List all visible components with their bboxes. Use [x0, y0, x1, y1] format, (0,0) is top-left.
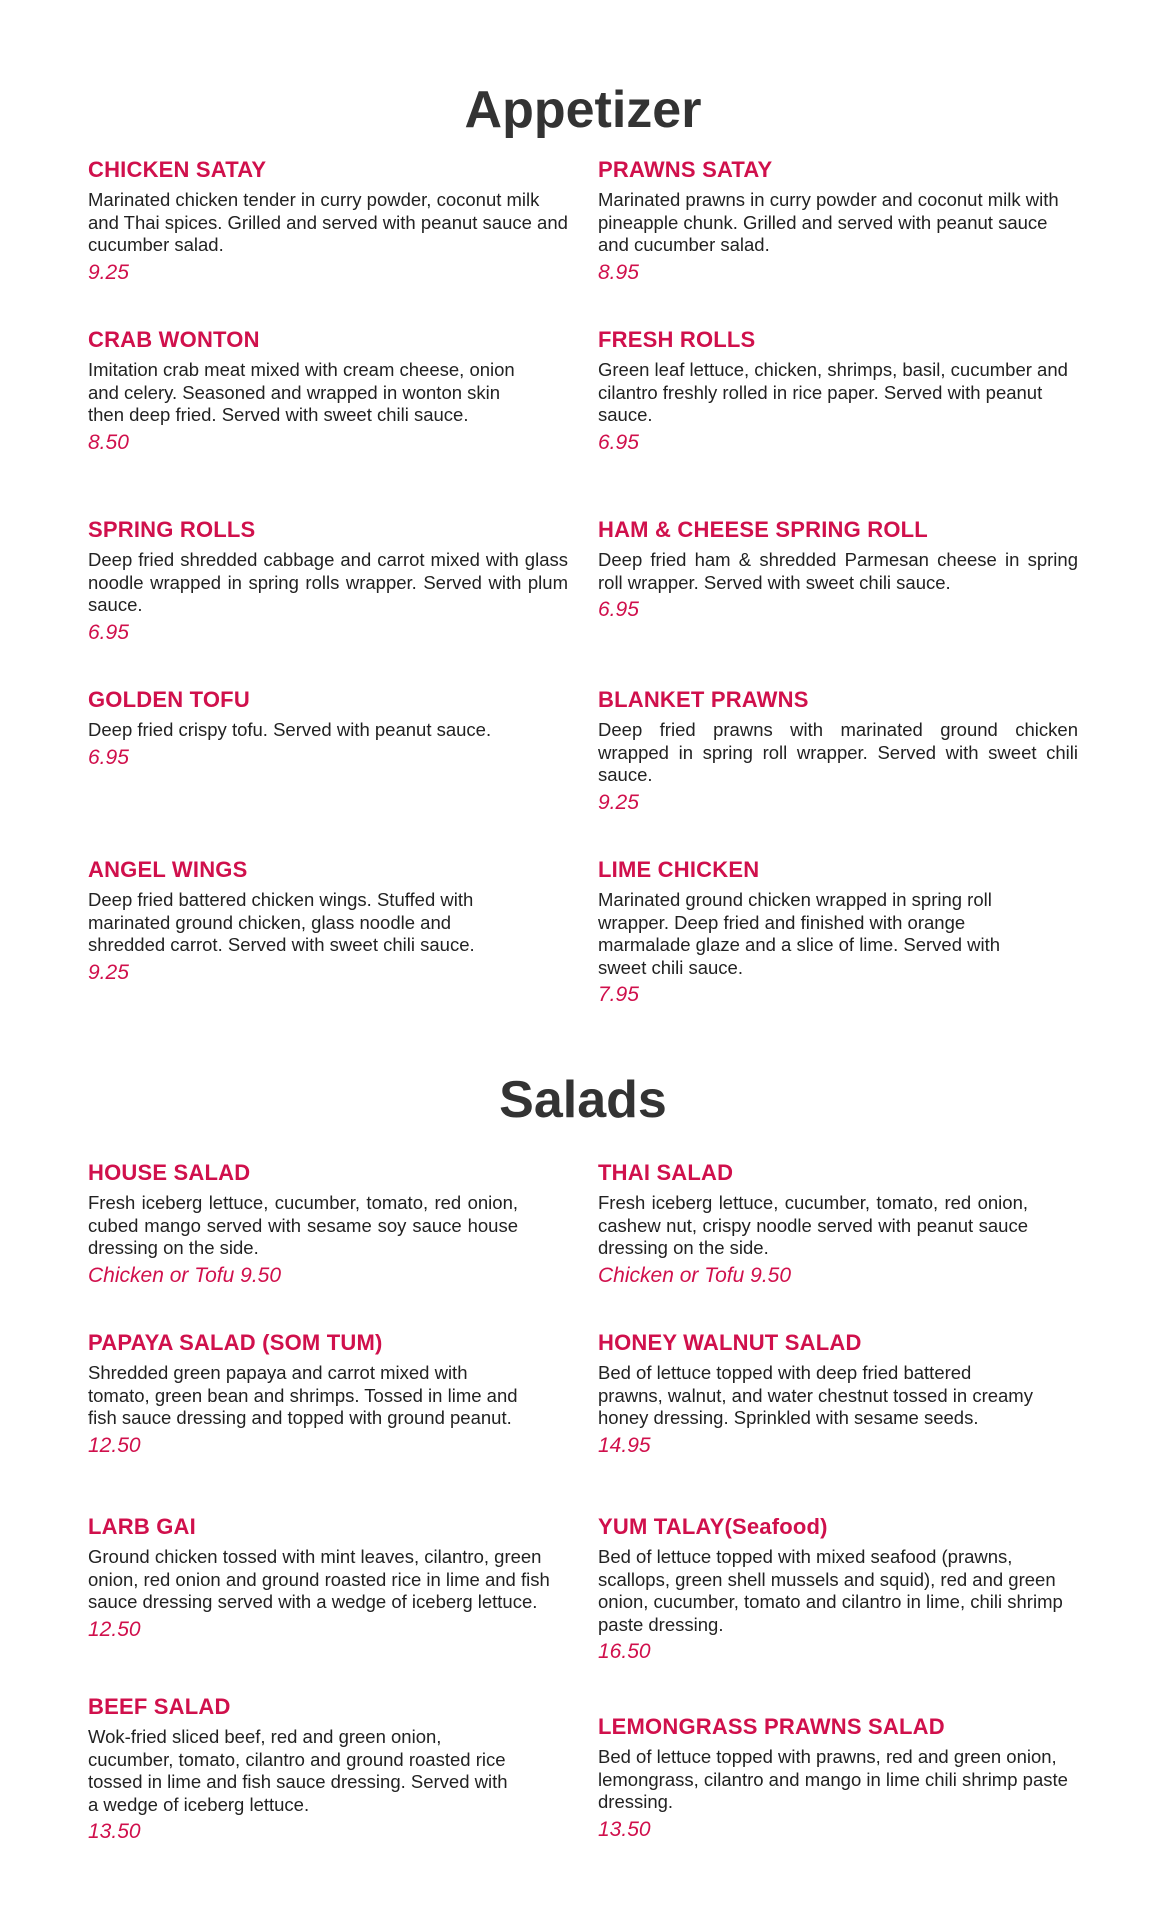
item-price: 9.25: [88, 960, 129, 984]
item-price: 14.95: [598, 1433, 651, 1457]
item-price: 6.95: [598, 598, 639, 621]
menu-item: [598, 1160, 1028, 1289]
item-description: Bed of lettuce topped with mixed seafood (prawns, scallops, green shell mussels and squid), red and green onion, cucumber, tomato and cilantro in lime, chili shrimp paste dressing.: [598, 1546, 1063, 1635]
item-price: 12.50: [88, 1433, 141, 1457]
item-price: 8.95: [598, 260, 639, 284]
item-description: Marinated ground chicken wrapped in spring roll wrapper. Deep fried and finished with orange marmalade glaze and a slice of lime. Served with sweet chili sauce.: [598, 889, 1001, 978]
item-description: Deep fried ham & shredded Parmesan cheese in spring roll wrapper. Served with sweet chili sauce.: [598, 549, 1078, 593]
item-description: Imitation crab meat mixed with cream cheese, onion and celery. Seasoned and wrapped in wonton skin then deep fried. Served with sweet chili sauce.: [88, 359, 515, 425]
item-name: FRESH ROLLS: [598, 327, 756, 352]
item-price: 9.25: [598, 790, 639, 814]
menu-item: [88, 1330, 528, 1459]
item-name: PAPAYA SALAD (SOM TUM): [88, 1330, 383, 1355]
item-name: SPRING ROLLS: [88, 517, 256, 542]
section-title-appetizer: Appetizer: [464, 81, 702, 139]
item-description: Marinated prawns in curry powder and coconut milk with pineapple chunk. Grilled and served with peanut sauce and cucumber salad.: [598, 189, 1059, 255]
menu-item: [88, 1514, 568, 1643]
item-description: Bed of lettuce topped with prawns, red and green onion, lemongrass, cilantro and mango in lime chili shrimp paste dressing.: [598, 1746, 1068, 1812]
item-name: THAI SALAD: [598, 1160, 734, 1185]
item-price: Chicken or Tofu 9.50: [598, 1263, 792, 1287]
menu-item: [88, 1694, 518, 1845]
item-price: Chicken or Tofu 9.50: [88, 1263, 282, 1287]
item-name: YUM TALAY(Seafood): [598, 1514, 828, 1539]
item-description: Fresh iceberg lettuce, cucumber, tomato, red onion, cashew nut, crispy noodle served with peanut sauce dressing on the side.: [598, 1192, 1028, 1258]
item-name: HONEY WALNUT SALAD: [598, 1330, 862, 1355]
item-price: 13.50: [88, 1820, 141, 1843]
menu-item: [88, 687, 568, 771]
menu-item: [598, 857, 1048, 1008]
item-name: LIME CHICKEN: [598, 857, 760, 882]
item-name: LEMONGRASS PRAWNS SALAD: [598, 1714, 945, 1739]
item-name: CHICKEN SATAY: [88, 157, 267, 182]
item-name: ANGEL WINGS: [88, 857, 248, 882]
item-price: 9.25: [88, 260, 129, 284]
item-description: Ground chicken tossed with mint leaves, cilantro, green onion, red onion and ground roasted rice in lime and fish sauce dressing served with a wedge of iceberg lettuce.: [88, 1546, 550, 1612]
menu-item: [598, 157, 1078, 286]
item-name: BEEF SALAD: [88, 1694, 231, 1719]
menu-item: [598, 327, 1078, 456]
item-description: Deep fried crispy tofu. Served with peanut sauce.: [88, 719, 492, 740]
menu-item: [88, 857, 518, 986]
item-name: GOLDEN TOFU: [88, 687, 250, 712]
section-title-salads: Salads: [499, 1071, 667, 1129]
item-name: LARB GAI: [88, 1514, 196, 1539]
item-name: PRAWNS SATAY: [598, 157, 773, 182]
menu-item: [88, 157, 568, 286]
item-description: Fresh iceberg lettuce, cucumber, tomato, red onion, cubed mango served with sesame soy sauce house dressing on the side.: [88, 1192, 518, 1258]
item-price: 6.95: [88, 745, 129, 769]
item-price: 6.95: [88, 620, 129, 644]
item-name: HAM & CHEESE SPRING ROLL: [598, 517, 928, 542]
menu-item: [598, 1514, 1078, 1665]
item-price: 7.95: [598, 983, 639, 1006]
item-price: 16.50: [598, 1640, 651, 1663]
item-description: Deep fried battered chicken wings. Stuffed with marinated ground chicken, glass noodle and shredded carrot. Served with sweet chili sauce.: [88, 889, 475, 955]
item-description: Deep fried prawns with marinated ground chicken wrapped in spring roll wrapper. Served with sweet chili sauce.: [598, 719, 1078, 785]
item-name: CRAB WONTON: [88, 327, 260, 352]
menu-item: [598, 1330, 1038, 1459]
item-description: Deep fried shredded cabbage and carrot mixed with glass noodle wrapped in spring rolls wrapper. Served with plum sauce.: [88, 549, 568, 615]
menu-item: [88, 1160, 518, 1289]
item-name: HOUSE SALAD: [88, 1160, 251, 1185]
menu-item: [598, 687, 1078, 816]
item-price: 6.95: [598, 430, 639, 454]
item-description: Bed of lettuce topped with deep fried battered prawns, walnut, and water chestnut tossed in creamy honey dressing. Sprinkled with sesame seeds.: [598, 1362, 1033, 1428]
menu-item: [598, 517, 1078, 623]
menu-item: [88, 327, 528, 456]
item-price: 8.50: [88, 430, 129, 454]
item-price: 13.50: [598, 1817, 651, 1841]
item-description: Wok-fried sliced beef, red and green onion, cucumber, tomato, cilantro and ground roasted rice tossed in lime and fish sauce dressing. Served with a wedge of iceberg lettuce.: [88, 1726, 508, 1815]
item-name: BLANKET PRAWNS: [598, 687, 809, 712]
menu-item: [598, 1714, 1068, 1843]
menu-item: [88, 517, 568, 646]
item-description: Shredded green papaya and carrot mixed with tomato, green bean and shrimps. Tossed in lime and fish sauce dressing and topped with ground peanut.: [88, 1362, 518, 1428]
item-description: Marinated chicken tender in curry powder, coconut milk and Thai spices. Grilled and served with peanut sauce and cucumber salad.: [88, 189, 568, 255]
item-description: Green leaf lettuce, chicken, shrimps, basil, cucumber and cilantro freshly rolled in rice paper. Served with peanut sauce.: [598, 359, 1068, 425]
item-price: 12.50: [88, 1617, 141, 1641]
